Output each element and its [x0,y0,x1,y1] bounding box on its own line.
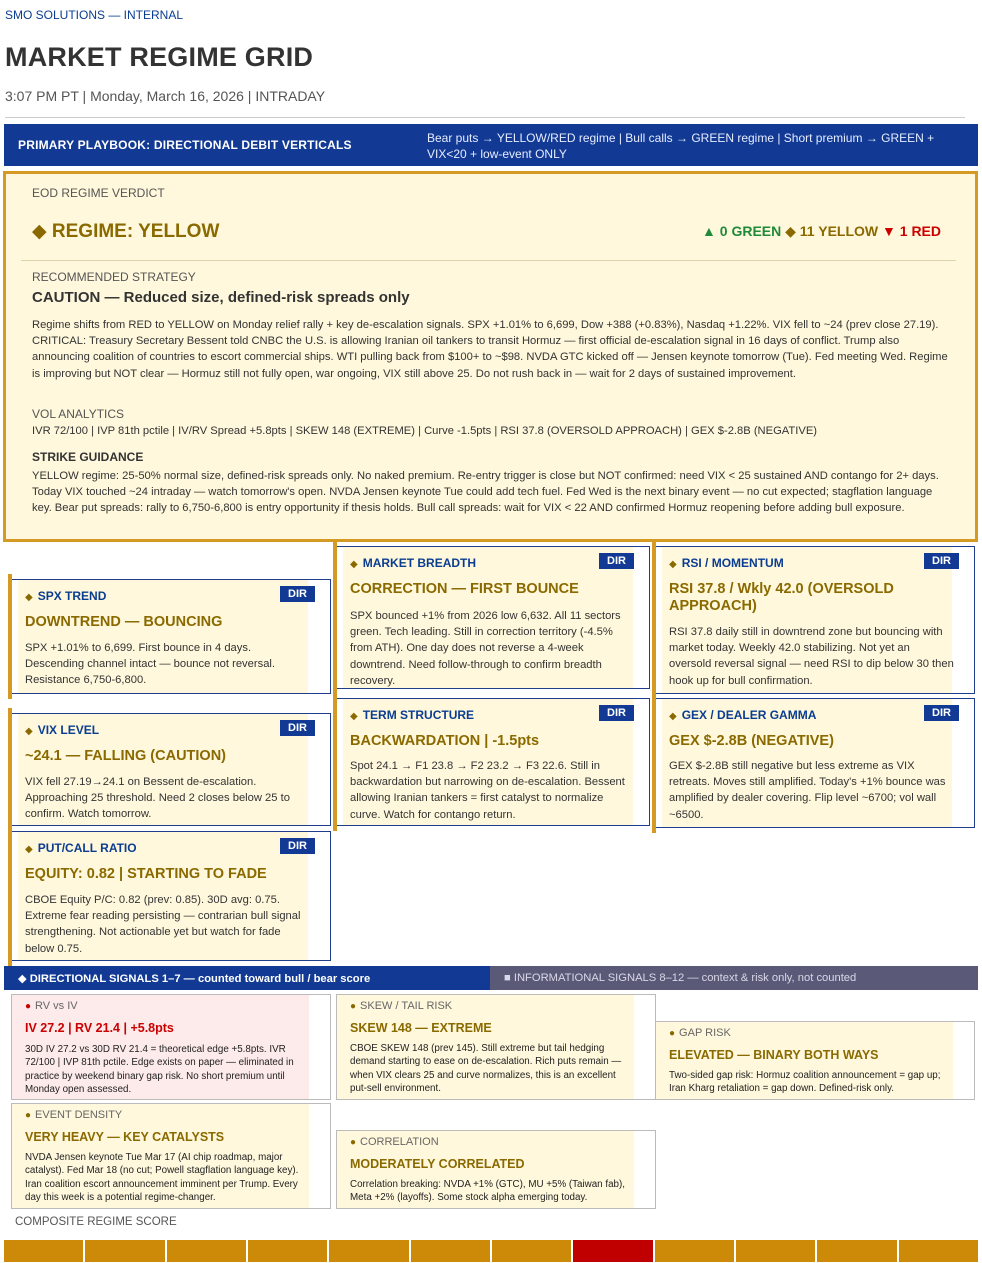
score-segment-yellow [736,1240,815,1262]
vol-analytics-body: IVR 72/100 | IVP 81th pctile | IV/RV Spread +5.8pts | SKEW 148 (EXTREME) | Curve -1.5pts | RSI 37.8 (OVERSOLD APPROACH) | GEX $-2.8B (NEGATIVE) [32,425,818,437]
rsi-momentum-card [655,546,975,694]
card-body: Two-sided gap risk: Hormuz coalition announcement = gap up; Iran Kharg retaliation = gap down. Defined-risk only. [669,1070,941,1095]
diamond-icon: ◆ [669,711,677,722]
diamond-icon: ◆ [669,559,677,570]
diamond-icon: ◆ [350,711,358,722]
card-status: EQUITY: 0.82 | STARTING TO FADE [25,866,267,882]
card-heading: RSI / MOMENTUM [681,556,784,570]
card-status: ELEVATED — BINARY BOTH WAYS [669,1048,879,1062]
status-dot-icon: ● [350,1001,357,1012]
score-segment-yellow [329,1240,408,1262]
yellow-count: ◆ 11 YELLOW [785,223,879,239]
card-heading: GEX / DEALER GAMMA [681,708,817,722]
card-body: CBOE Equity P/C: 0.82 (prev: 0.85). 30D avg: 0.75. Extreme fear reading persisting — contrarian bull signal strengthening. Not actionable yet but watch for fade below 0.75. [25,894,301,955]
org-label: SMO SOLUTIONS — INTERNAL [5,8,184,22]
recommended-strategy-label: RECOMMENDED STRATEGY [32,270,196,284]
dir-badge: DIR [280,720,315,736]
card-status: SKEW 148 — EXTREME [350,1021,492,1035]
event-density-card [11,1103,331,1209]
score-segment-yellow [492,1240,571,1262]
score-segment-yellow [248,1240,327,1262]
rv-vs-iv-card [11,994,331,1100]
directional-signals-band: ◆ DIRECTIONAL SIGNALS 1–7 — counted toward bull / bear score [4,966,490,990]
card-body: GEX $-2.8B still negative but less extreme as VIX retreats. Moves still amplified. Today's +1% bounce was amplified by dealer covering. Flip level ~6700; vol wall ~6500. [669,760,946,821]
regime-heading: ◆ REGIME: YELLOW [32,221,220,242]
term-structure-card [336,698,650,826]
card-status: GEX $-2.8B (NEGATIVE) [669,733,834,749]
card-body: VIX fell 27.19→24.1 on Bessent de-escalation. Approaching 25 threshold. Need 2 closes below 25 to confirm. Watch tomorrow. [25,776,290,821]
eod-verdict-label: EOD REGIME VERDICT [32,186,165,200]
verdict-summary: Regime shifts from RED to YELLOW on Monday relief rally + key de-escalation signals. SPX +1.01% to 6,699, Dow +388 (+0.83%), Nasdaq +1.22%. VIX fell to ~24 (prev close 27.19). CRITICAL: Treasury Secretary Bessent told CNBC the U.S. is allowing Iranian oil tankers to transit Hormuz — first official de-escalation signal in 16 days of conflict. Trump also announcing coalition of countries to escort commercial ships. WTI pulling back from $100+ to ~$98. NVDA GTC kicked off — Jensen keynote tomorrow (Tue). Fed meeting Wed. Regime is improving but NOT clear — Hormuz still not fully open, war ongoing, VIX still above 25. Do not rush back in — wait for 2 days of sustained improvement. [32,319,948,380]
card-status: BACKWARDATION | -1.5pts [350,733,540,749]
card-accent [8,574,12,699]
strike-guidance-body: YELLOW regime: 25-50% normal size, defined-risk spreads only. No naked premium. Re-entry trigger is close but NOT confirmed: need VIX < 25 sustained AND contango for 2+ days. Today VIX touched ~24 intraday — watch tomorrow's open. NVDA Jensen keynote Tue could add tech fuel. Fed Wed is the next binary event — no cut expected; stagflation language key. Bear put spreads: rally to 6,750-6,800 is entry opportunity if thesis holds. Bull call spreads: wait for VIX < 22 AND confirmed Hormuz reopening before adding bull exposure. [32,470,939,515]
diamond-icon: ◆ [350,559,358,570]
card-accent [652,693,656,833]
status-dot-icon: ● [669,1028,676,1039]
skew-tail-risk-card [336,994,656,1100]
diamond-icon: ◆ [25,844,33,855]
red-count: ▼ 1 RED [882,223,941,239]
timestamp: 3:07 PM PT | Monday, March 16, 2026 | INTRADAY [5,88,326,104]
score-segment-red [573,1240,652,1262]
verdict-divider [21,260,956,261]
card-body: RSI 37.8 daily still in downtrend zone but bouncing with market today. Weekly 42.0 stabilizing. Not yet an oversold reversal signal — need RSI to dip below 30 then hook up for bull confirmation. [669,626,954,687]
gap-risk-card [655,1021,975,1100]
card-heading: GAP RISK [679,1027,731,1039]
regime-verdict-panel [3,171,978,542]
spx-trend-card [11,579,331,694]
score-segment-yellow [817,1240,896,1262]
card-status: DOWNTREND — BOUNCING [25,614,223,630]
card-heading: RV vs IV [35,1000,78,1012]
playbook-banner [4,124,978,166]
card-heading: SPX TREND [37,589,107,603]
score-segment-yellow [411,1240,490,1262]
diamond-icon: ◆ [25,726,33,737]
informational-signals-band: ■ INFORMATIONAL SIGNALS 8–12 — context & risk only, not counted [490,966,978,990]
dir-badge: DIR [599,553,634,569]
vol-analytics-label: VOL ANALYTICS [32,407,125,421]
card-accent [333,541,337,694]
card-accent [652,541,656,699]
card-status: RSI 37.8 / Wkly 42.0 (OVERSOLD APPROACH) [669,581,894,614]
card-status: CORRECTION — FIRST BOUNCE [350,581,579,597]
strike-guidance-label: STRIKE GUIDANCE [32,450,144,464]
card-heading: PUT/CALL RATIO [37,841,137,855]
card-heading: EVENT DENSITY [35,1109,123,1121]
recommended-strategy: CAUTION — Reduced size, defined-risk spreads only [32,289,410,306]
composite-score-label: COMPOSITE REGIME SCORE [15,1216,177,1228]
card-body: 30D IV 27.2 vs 30D RV 21.4 = theoretical edge +5.8pts. IVR 72/100 | IVP 81th pctile. Edge exists on paper — eliminated in practice by weekend binary gap risk. No short premium until Monday open assessed. [25,1044,294,1096]
score-segment-yellow [899,1240,978,1262]
gex-dealer-gamma-card [655,698,975,828]
card-status: MODERATELY CORRELATED [350,1157,525,1171]
card-body: SPX bounced +1% from 2026 low 6,632. All 11 sectors green. Tech leading. Still in correction territory (-4.5% from ATH). One day does not reverse a 4-week downtrend. Need follow-through to confirm breadth recovery. [350,610,621,687]
card-accent [333,693,337,831]
dir-badge: DIR [280,586,315,602]
card-accent [8,708,12,831]
card-heading: CORRELATION [360,1136,439,1148]
page-title: MARKET REGIME GRID [5,42,314,72]
score-segment-yellow [655,1240,734,1262]
card-status: IV 27.2 | RV 21.4 | +5.8pts [25,1021,174,1035]
card-heading: MARKET BREADTH [362,556,477,570]
card-body: Correlation breaking: NVDA +1% (GTC), MU +5% (Taiwan fab), Meta +2% (layoffs). Some stock alpha emerging today. [350,1179,625,1204]
signal-counts [702,223,941,240]
card-heading: TERM STRUCTURE [362,708,475,722]
playbook-label: PRIMARY PLAYBOOK: DIRECTIONAL DEBIT VERTICALS [18,138,352,152]
dir-badge: DIR [599,705,634,721]
put-call-ratio-card [11,831,331,961]
vix-level-card [11,713,331,826]
header-divider [5,117,965,118]
card-status: ~24.1 — FALLING (CAUTION) [25,748,227,764]
market-breadth-card [336,546,650,689]
status-dot-icon: ● [350,1137,357,1148]
score-segment-yellow [85,1240,164,1262]
dir-badge: DIR [924,705,959,721]
card-accent [8,826,12,966]
score-segment-yellow [4,1240,83,1262]
green-count: ▲ 0 GREEN [702,223,782,239]
card-status: VERY HEAVY — KEY CATALYSTS [25,1130,225,1144]
card-body: Spot 24.1 → F1 23.8 → F2 23.2 → F3 22.6. Still in backwardation but narrowing on de-escalation. Bessent allowing Iranian tankers = first catalyst to normalize curve. Watch for contango return. [350,760,625,821]
score-segment-yellow [167,1240,246,1262]
card-body: CBOE SKEW 148 (prev 145). Still extreme but tail hedging demand starting to ease on de-escalation. Rich puts remain — when VIX clears 25 and curve normalizes, this is an excellent put-sell environment. [350,1043,622,1095]
card-heading: VIX LEVEL [37,723,100,737]
card-body: SPX +1.01% to 6,699. First bounce in 4 days. Descending channel intact — bounce not reversal. Resistance 6,750-6,800. [25,642,276,687]
card-heading: SKEW / TAIL RISK [360,1000,453,1012]
composite-score-bar [4,1240,978,1262]
card-body: NVDA Jensen keynote Tue Mar 17 (AI chip roadmap, major catalyst). Fed Mar 18 (no cut; Powell stagflation language key). Iran coalition escort announcement imminent per Trump. Every day this week is a potential regime-changer. [25,1152,299,1204]
playbook-rules: Bear puts → YELLOW/RED regime | Bull calls → GREEN regime | Short premium → GREEN + VIX<20 + low-event ONLY [427,131,935,161]
correlation-card [336,1130,656,1209]
status-dot-icon: ● [25,1001,32,1012]
dir-badge: DIR [924,553,959,569]
diamond-icon: ◆ [25,592,33,603]
dir-badge: DIR [280,838,315,854]
status-dot-icon: ● [25,1110,32,1121]
